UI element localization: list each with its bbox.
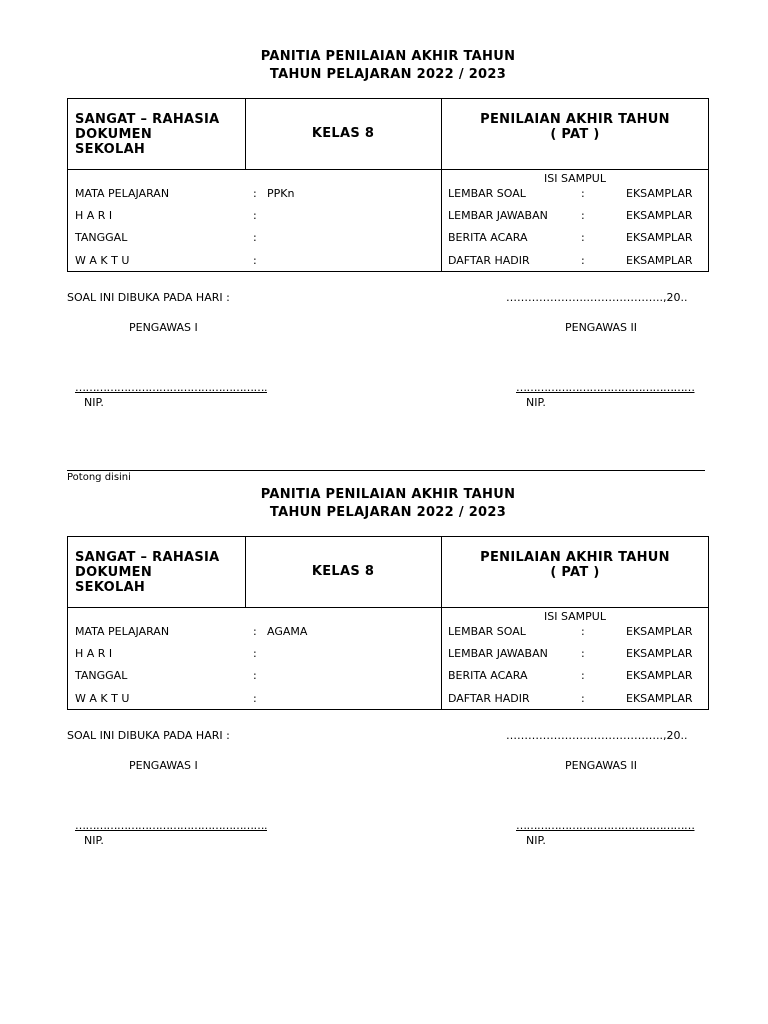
signature-line-1: ………………………………………………. — [75, 381, 267, 394]
field-value: PPKn — [267, 187, 295, 200]
supervisor-1-label: PENGAWAS I — [129, 759, 198, 772]
contents-item-label: LEMBAR JAWABAN — [448, 209, 548, 222]
info-table — [67, 98, 709, 272]
cut-label: Potong disini — [67, 472, 131, 483]
nip-label-1: NIP. — [84, 834, 104, 847]
contents-item-label: DAFTAR HADIR — [448, 254, 530, 267]
contents-item-value: EKSAMPLAR — [626, 692, 693, 705]
field-colon: : — [253, 231, 257, 244]
contents-item-colon: : — [581, 625, 585, 638]
exam-abbrev: ( PAT ) — [550, 127, 600, 142]
confidential-label — [75, 112, 245, 157]
table-divider-horizontal — [68, 607, 708, 608]
contents-item-label: LEMBAR SOAL — [448, 625, 526, 638]
exam-name — [442, 112, 708, 142]
exam-abbrev: ( PAT ) — [550, 565, 600, 580]
field-colon: : — [253, 625, 257, 638]
academic-year-title: TAHUN PELAJARAN 2022 / 2023 — [269, 67, 507, 82]
contents-item-value: EKSAMPLAR — [626, 231, 693, 244]
field-label: W A K T U — [75, 692, 130, 705]
date-line: …………………..………………..,20.. — [506, 291, 688, 304]
exam-name-line: PENILAIAN AKHIR TAHUN — [480, 112, 670, 127]
field-label: TANGGAL — [75, 231, 128, 244]
academic-year-title: TAHUN PELAJARAN 2022 / 2023 — [269, 505, 507, 520]
contents-item-colon: : — [581, 254, 585, 267]
opened-on-text: SOAL INI DIBUKA PADA HARI : — [67, 291, 230, 304]
contents-item-value: EKSAMPLAR — [626, 209, 693, 222]
contents-item-colon: : — [581, 209, 585, 222]
field-label: TANGGAL — [75, 669, 128, 682]
class-label: KELAS 8 — [311, 126, 375, 141]
confidential-line: DOKUMEN — [75, 127, 153, 142]
field-label: MATA PELAJARAN — [75, 187, 170, 200]
table-divider-horizontal — [68, 169, 708, 170]
cut-line — [67, 470, 705, 471]
contents-item-value: EKSAMPLAR — [626, 669, 693, 682]
contents-item-value: EKSAMPLAR — [626, 254, 693, 267]
contents-item-colon: : — [581, 231, 585, 244]
nip-label-1: NIP. — [84, 396, 104, 409]
contents-item-colon: : — [581, 187, 585, 200]
field-colon: : — [253, 187, 257, 200]
field-colon: : — [253, 209, 257, 222]
confidential-line: SEKOLAH — [75, 580, 146, 595]
contents-item-label: BERITA ACARA — [448, 669, 528, 682]
signature-line-2: …………………………………………… — [516, 381, 695, 394]
contents-item-colon: : — [581, 647, 585, 660]
field-label: W A K T U — [75, 254, 130, 267]
supervisor-1-label: PENGAWAS I — [129, 321, 198, 334]
supervisor-2-label: PENGAWAS II — [565, 759, 638, 772]
contents-item-label: BERITA ACARA — [448, 231, 528, 244]
field-label: H A R I — [75, 209, 113, 222]
class-label: KELAS 8 — [311, 564, 375, 579]
contents-item-colon: : — [581, 669, 585, 682]
committee-title: PANITIA PENILAIAN AKHIR TAHUN — [260, 487, 516, 502]
confidential-label — [75, 550, 245, 595]
opened-on-text: SOAL INI DIBUKA PADA HARI : — [67, 729, 230, 742]
field-colon: : — [253, 254, 257, 267]
signature-line-2: …………………………………………… — [516, 819, 695, 832]
supervisor-2-label: PENGAWAS II — [565, 321, 638, 334]
envelope-contents-title: ISI SAMPUL — [544, 610, 606, 623]
nip-label-2: NIP. — [526, 834, 546, 847]
committee-title: PANITIA PENILAIAN AKHIR TAHUN — [260, 49, 516, 64]
contents-item-value: EKSAMPLAR — [626, 187, 693, 200]
confidential-line: SANGAT – RAHASIA — [75, 550, 220, 565]
field-label: H A R I — [75, 647, 113, 660]
contents-item-value: EKSAMPLAR — [626, 647, 693, 660]
field-colon: : — [253, 669, 257, 682]
exam-name — [442, 550, 708, 580]
date-line: …………………..………………..,20.. — [506, 729, 688, 742]
exam-name-line: PENILAIAN AKHIR TAHUN — [480, 550, 670, 565]
envelope-label-sheet — [0, 0, 768, 440]
field-colon: : — [253, 692, 257, 705]
contents-item-label: DAFTAR HADIR — [448, 692, 530, 705]
info-table — [67, 536, 709, 710]
confidential-line: SEKOLAH — [75, 142, 146, 157]
contents-item-value: EKSAMPLAR — [626, 625, 693, 638]
field-value: AGAMA — [267, 625, 308, 638]
contents-item-label: LEMBAR SOAL — [448, 187, 526, 200]
field-label: MATA PELAJARAN — [75, 625, 170, 638]
confidential-line: SANGAT – RAHASIA — [75, 112, 220, 127]
envelope-contents-title: ISI SAMPUL — [544, 172, 606, 185]
nip-label-2: NIP. — [526, 396, 546, 409]
contents-item-colon: : — [581, 692, 585, 705]
confidential-line: DOKUMEN — [75, 565, 153, 580]
envelope-label-sheet — [0, 438, 768, 878]
signature-line-1: ………………………………………………. — [75, 819, 267, 832]
contents-item-label: LEMBAR JAWABAN — [448, 647, 548, 660]
field-colon: : — [253, 647, 257, 660]
